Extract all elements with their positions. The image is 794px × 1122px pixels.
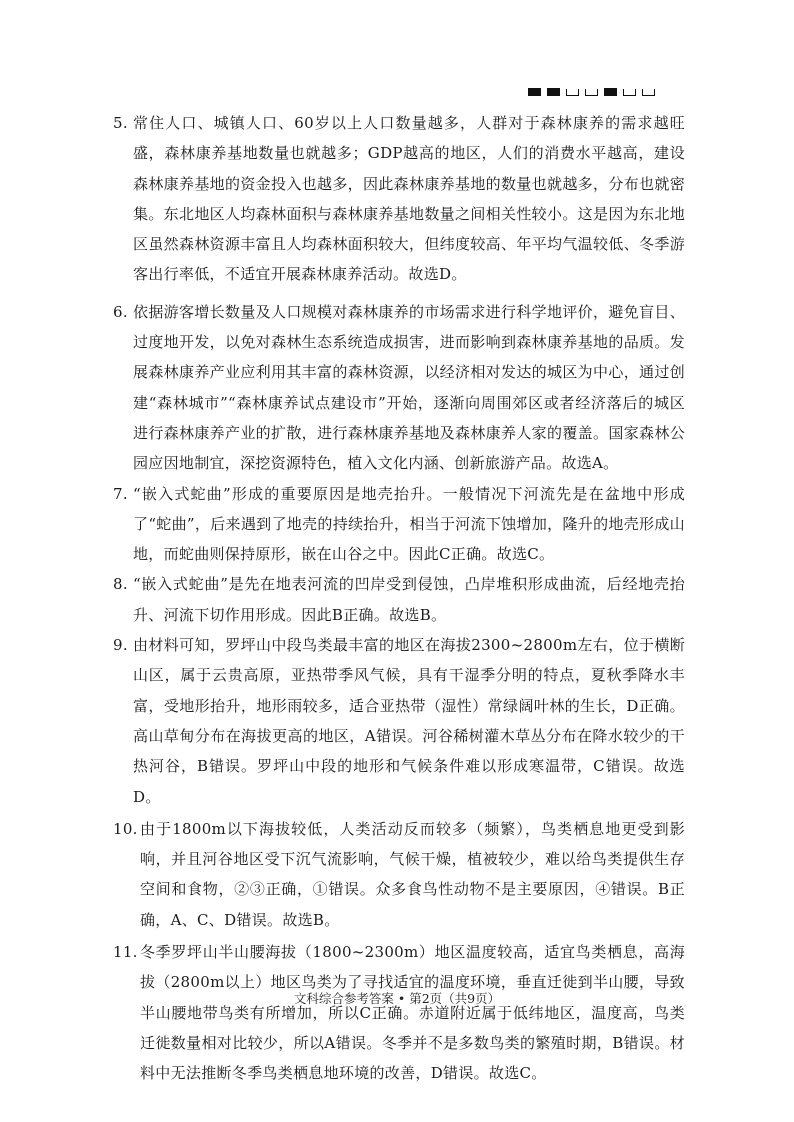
answer-item-7 xyxy=(113,479,685,570)
item-text: “嵌入式蛇曲”形成的重要原因是地壳抬升。一般情况下河流先是在盆地中形成了“蛇曲”，后来遇到了地壳的持续抬升，相当于河流下蚀增加，隆升的地壳形成山地，而蛇曲则保持原形，嵌在山谷之中。因此C正确。故选C。 xyxy=(133,484,685,564)
answer-item-6 xyxy=(113,297,685,479)
answer-item-5 xyxy=(113,108,685,290)
answer-content xyxy=(113,108,685,1089)
item-number: 9. xyxy=(113,636,128,655)
item-number: 6. xyxy=(113,302,128,321)
item-number: 5. xyxy=(113,114,128,132)
item-text: 常住人口、城镇人口、60岁以上人口数量越多，人群对于森林康养的需求越旺盛，森林康养基地数量也就越多；GDP越高的地区，人们的消费水平越高，建设森林康养基地的资金投入也越多，因此森林康养基地的数量也就越多，分布也就密集。东北地区人均森林面积与森林康养基地数量之间相关性较小。这是因为东北地区虽然森林资源丰富且人均森林面积较大，但纬度较高、年平均气温较低、冬季游客出行率低，不适宜开展森林康养活动。故选D。 xyxy=(133,114,685,284)
open-block-mark xyxy=(566,89,579,96)
item-number: 11. xyxy=(113,943,138,962)
item-number: 10. xyxy=(113,819,138,838)
open-block-mark xyxy=(623,89,636,96)
item-text: “嵌入式蛇曲”是先在地表河流的凹岸受到侵蚀，凸岸堆积形成曲流，后经地壳抬升、河流下切作用形成。因此B正确。故选B。 xyxy=(133,575,685,624)
item-text: 由于1800m以下海拔较低，人类活动反而较多（频繁），鸟类栖息地更受到影响，并且河谷地区受下沉气流影响，气候干燥，植被较少，难以给鸟类提供生存空间和食物，②③正确，①错误。众多食鸟性动物不是主要原因，④错误。B正确，A、C、D错误。故选B。 xyxy=(140,819,685,929)
header-marks xyxy=(528,88,655,96)
item-number: 8. xyxy=(113,575,128,594)
item-number: 7. xyxy=(113,484,128,503)
answer-item-10 xyxy=(113,814,685,935)
answer-item-9 xyxy=(113,630,685,812)
open-block-mark xyxy=(642,89,655,96)
open-block-mark xyxy=(585,89,598,96)
item-text: 冬季罗坪山半山腰海拔（1800~2300m）地区温度较高，适宜鸟类栖息，高海拔（2800m以上）地区鸟类为了寻找适宜的温度环境，垂直迁徙到半山腰，导致半山腰地带鸟类有所增加，所以C正确。赤道附近属于低纬地区，温度高，鸟类迁徙数量相对比较少，所以A错误。冬季并不是多数鸟类的繁殖时期，B错误。材料中无法推断冬季鸟类栖息地环境的改善，D错误。故选C。 xyxy=(140,943,685,1083)
item-text: 依据游客增长数量及人口规模对森林康养的市场需求进行科学地评价，避免盲目、过度地开发，以免对森林生态系统造成损害，进而影响到森林康养基地的品质。发展森林康养产业应利用其丰富的森林资源，以经济相对发达的城区为中心，通过创建“森林城市”“森林康养试点建设市”开始，逐渐向周围郊区或者经济落后的城区进行森林康养产业的扩散，进行森林康养基地及森林康养人家的覆盖。国家森林公园应因地制宜，深挖资源特色，植入文化内涵、创新旅游产品。故选A。 xyxy=(133,302,685,473)
answer-item-8 xyxy=(113,569,685,630)
filled-block-mark xyxy=(528,88,541,96)
filled-block-mark xyxy=(547,88,560,96)
answer-item-11 xyxy=(113,937,685,1088)
page-footer: 文科综合参考答案 • 第2页（共9页） xyxy=(293,991,501,1006)
filled-block-mark xyxy=(604,88,617,96)
item-text: 由材料可知，罗坪山中段鸟类最丰富的地区在海拔2300~2800m左右，位于横断山区，属于云贵高原，亚热带季风气候，具有干湿季分明的特点，夏秋季降水丰富，受地形抬升，地形雨较多，适合亚热带（湿性）常绿阔叶林的生长，D正确。高山草甸分布在海拔更高的地区，A错误。河谷稀树灌木草丛分布在降水较少的干热河谷，B错误。罗坪山中段的地形和气候条件难以形成寒温带，C错误。故选D。 xyxy=(133,636,685,806)
